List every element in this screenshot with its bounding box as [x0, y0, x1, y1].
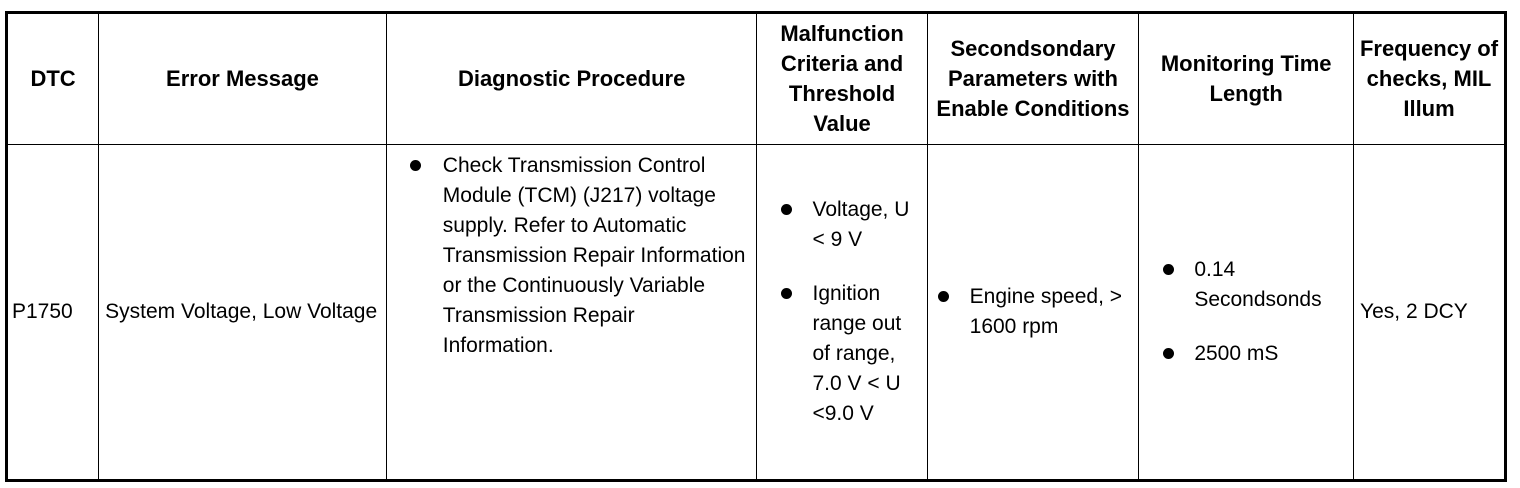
list-item — [387, 151, 749, 361]
list-item-text: Engine speed, > 1600 rpm — [969, 285, 1123, 338]
header-malfunction-criteria: Malfunction Criteria and Threshold Value — [757, 13, 927, 145]
bullet-icon — [1163, 264, 1174, 275]
list-item — [1139, 339, 1349, 369]
list-item — [757, 195, 920, 255]
list-item-text: Check Transmission Control Module (TCM) (J217) voltage supply. Refer to Automatic Transmission Repair Information or the Continuously Variable Transmission Repair Information. — [442, 154, 746, 357]
list-item-text: 0.14 Secondsonds — [1194, 258, 1322, 311]
cell-monitoring-time — [1139, 145, 1354, 481]
secondary-parameters-list — [928, 282, 1133, 342]
bullet-icon — [781, 204, 792, 215]
cell-frequency: Yes, 2 DCY — [1354, 145, 1506, 481]
header-frequency: Frequency of checks, MIL Illum — [1354, 13, 1506, 145]
monitoring-time-list — [1139, 255, 1349, 369]
cell-secondary-parameters — [927, 145, 1139, 481]
bullet-icon — [781, 288, 792, 299]
header-monitoring-time: Monitoring Time Length — [1139, 13, 1354, 145]
bullet-icon — [938, 291, 949, 302]
cell-error-message: System Voltage, Low Voltage — [99, 145, 387, 481]
header-row — [7, 13, 1506, 145]
malfunction-criteria-list — [757, 195, 920, 429]
list-item — [757, 279, 920, 429]
header-diagnostic-procedure: Diagnostic Procedure — [386, 13, 757, 145]
bullet-icon — [1163, 348, 1174, 359]
dtc-table — [5, 11, 1507, 482]
cell-dtc: P1750 — [7, 145, 99, 481]
cell-malfunction-criteria — [757, 145, 927, 481]
list-item — [1139, 255, 1349, 315]
header-secondary-parameters: Secondsondary Parameters with Enable Conditions — [927, 13, 1139, 145]
list-item-text: Ignition range out of range, 7.0 V < U <9.0 V — [812, 282, 902, 425]
cell-diagnostic-procedure — [386, 145, 757, 481]
bullet-icon — [410, 160, 421, 171]
list-item-text: 2500 mS — [1194, 342, 1279, 365]
header-error-message: Error Message — [99, 13, 387, 145]
header-dtc: DTC — [7, 13, 99, 145]
list-item-text: Voltage, U < 9 V — [812, 198, 910, 251]
list-item — [928, 282, 1133, 342]
table-row — [7, 145, 1506, 481]
diagnostic-procedure-list — [387, 151, 749, 361]
